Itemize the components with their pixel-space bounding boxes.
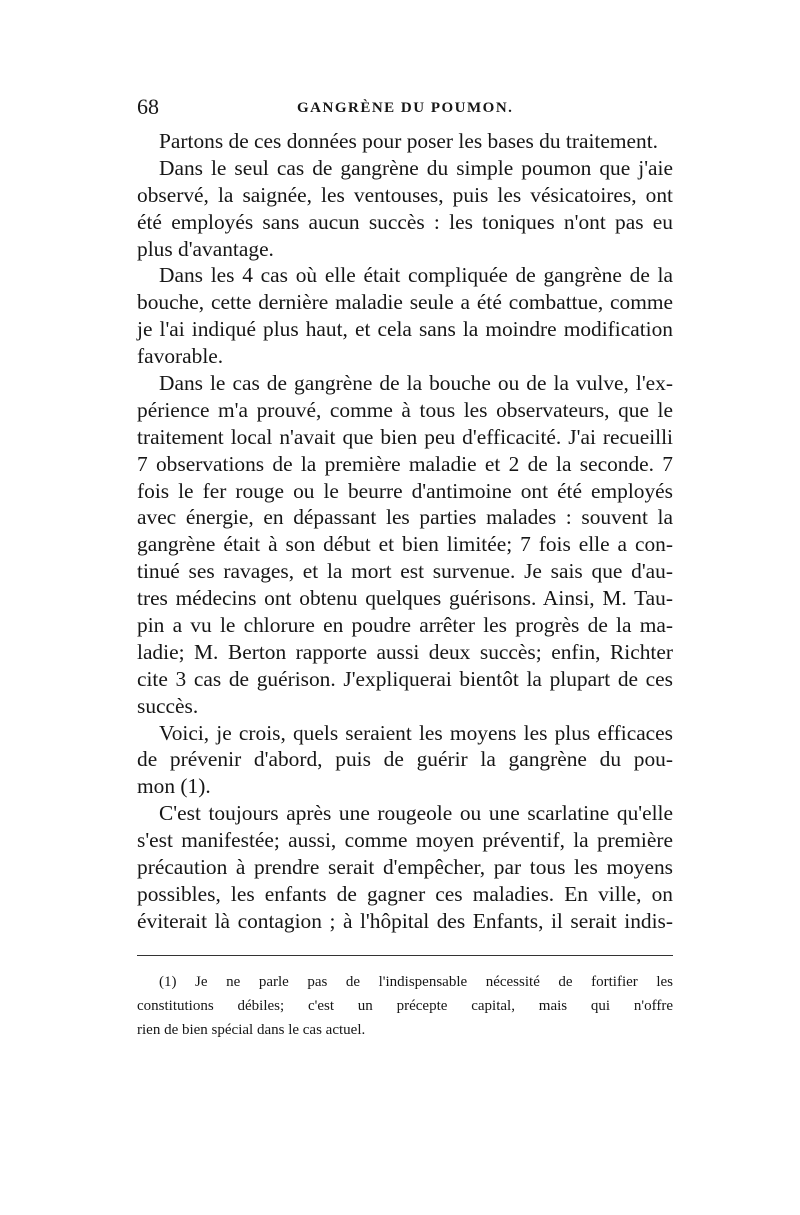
text-line: cite 3 cas de guérison. J'expliquerai bientôt la plupart de ces — [137, 666, 673, 691]
text-line: de prévenir d'abord, puis de guérir la gangrène du pou- — [137, 747, 673, 772]
footnote-line: constitutions débiles; c'est un précepte capital, mais qui n'offre — [137, 998, 673, 1014]
footnote-line: (1) Je ne parle pas de l'indispensable nécessité de fortifier les — [159, 974, 673, 990]
text-line: 7 observations de la première maladie et 2 de la seconde. 7 — [137, 451, 673, 476]
text-line: bouche, cette dernière maladie seule a été combattue, comme — [137, 290, 673, 315]
text-line: tres médecins ont obtenu quelques guérisons. Ainsi, M. Tau- — [137, 586, 673, 611]
text-line: pin a vu le chlorure en poudre arrêter les progrès de la ma- — [137, 613, 673, 638]
text-line: périence m'a prouvé, comme à tous les observateurs, que le — [137, 397, 673, 422]
text-line: ladie; M. Berton rapporte aussi deux succès; enfin, Richter — [137, 639, 673, 664]
body-text — [137, 128, 673, 935]
text-line: précaution à prendre serait d'empêcher, par tous les moyens — [137, 855, 673, 880]
footnote — [137, 970, 673, 1042]
footnote-rule — [137, 955, 673, 956]
text-line: Dans le seul cas de gangrène du simple poumon que j'aie — [159, 155, 673, 180]
text-line: fois le fer rouge ou le beurre d'antimoine ont été employés — [137, 478, 673, 503]
text-line: gangrène était à son début et bien limitée; 7 fois elle a con- — [137, 532, 673, 557]
text-line: traitement local n'avait que bien peu d'efficacité. J'ai recueilli — [137, 424, 673, 449]
text-line: C'est toujours après une rougeole ou une scarlatine qu'elle — [159, 801, 673, 826]
text-line: succès. — [137, 693, 199, 718]
text-line: observé, la saignée, les ventouses, puis les vésicatoires, ont — [137, 182, 673, 207]
text-line: Dans le cas de gangrène de la bouche ou de la vulve, l'ex- — [159, 371, 673, 396]
text-line: mon (1). — [137, 774, 211, 799]
running-head — [137, 94, 673, 124]
text-line: éviterait là contagion ; à l'hôpital des Enfants, il serait indis- — [137, 908, 673, 933]
text-line: possibles, les enfants de gagner ces maladies. En ville, on — [137, 881, 673, 906]
text-line: été employés sans aucun succès : les toniques n'ont pas eu — [137, 209, 673, 234]
running-title: GANGRÈNE DU POUMON. — [297, 100, 514, 116]
text-line: avec énergie, en dépassant les parties malades : souvent la — [137, 505, 673, 530]
text-line: s'est manifestée; aussi, comme moyen préventif, la première — [137, 828, 673, 853]
text-line: Dans les 4 cas où elle était compliquée de gangrène de la — [159, 263, 673, 288]
footnote-line: rien de bien spécial dans le cas actuel. — [137, 1022, 366, 1038]
page-number: 68 — [137, 94, 159, 119]
text-line: favorable. — [137, 344, 224, 369]
text-line: tinué ses ravages, et la mort est survenue. Je sais que d'au- — [137, 559, 673, 584]
text-line: plus d'avantage. — [137, 236, 274, 261]
text-line: Voici, je crois, quels seraient les moyens les plus efficaces — [159, 720, 673, 745]
text-line: Partons de ces données pour poser les bases du traitement. — [159, 129, 658, 153]
text-line: je l'ai indiqué plus haut, et cela sans la moindre modification — [137, 317, 673, 342]
